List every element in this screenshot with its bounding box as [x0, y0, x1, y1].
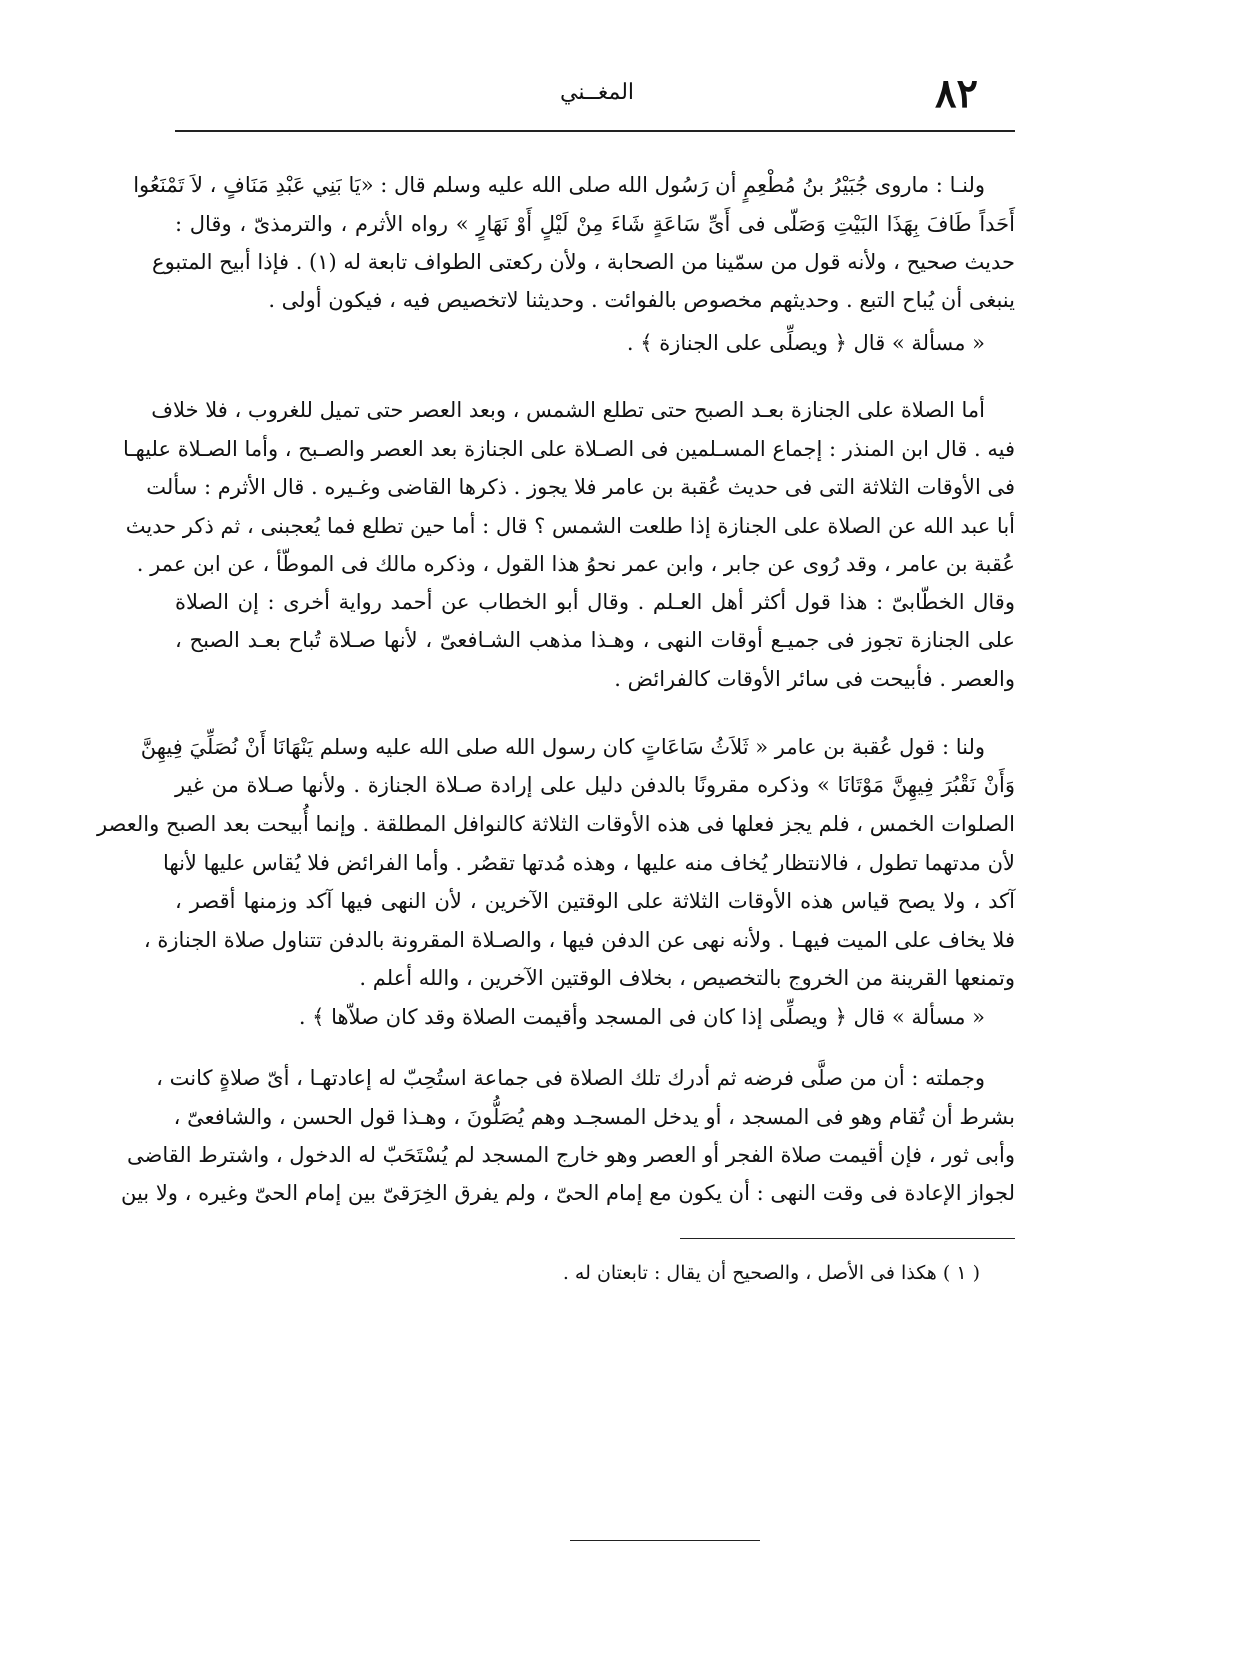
text-line: بشرط أن تُقام وهو فى المسجد ، أو يدخل المسجـد وهم يُصَلُّونَ ، وهـذا قول الحسن ، والشافعىّ ، — [173, 1105, 1015, 1129]
text-line: فيه . قال ابن المنذر : إجماع المسـلمين فى الصـلاة على الجنازة بعد العصر والصـبح ، وأما الصـلاة عليهـا — [122, 437, 1015, 461]
text-line: ولنا : قول عُقبة بن عامر « ثَلاَثُ سَاعَاتٍ كان رسول الله صلى الله عليه وسلم يَنْهَانَا أَنْ نُصَلِّيَ فِيهِنَّ — [140, 735, 985, 759]
masala-heading: « مسألة » قال ﴿ ويصلِّى على الجنازة ﴾ . — [626, 331, 985, 355]
running-title: المغــني — [560, 80, 635, 105]
header-rule — [175, 130, 1015, 132]
footnote-rule — [680, 1238, 1015, 1239]
text-line: وجملته : أن من صلَّى فرضه ثم أدرك تلك الصلاة فى جماعة استُحِبّ له إعادتهـا ، أىّ صلاةٍ كانت ، — [156, 1066, 985, 1090]
text-line: وَأَنْ نَقْبُرَ فِيهِنَّ مَوْتَانَا » وذكره مقرونًا بالدفن دليل على إرادة صـلاة الجنازة . ولأنها صـلاة من غير — [175, 773, 1015, 797]
text-line: لأن مدتهما تطول ، فالانتظار يُخاف منه عليها ، وهذه مُدتها تقصُر . وأما الفرائض فلا يُقاس عليها لأنها — [162, 851, 1015, 875]
text-line: فلا يخاف على الميت فيهـا . ولأنه نهى عن الدفن فيها ، والصـلاة المقرونة بالدفن تتناول صلاة الجنازة ، — [143, 928, 1015, 952]
text-line: وقال الخطّابىّ : هذا قول أكثر أهل العـلم . وقال أبو الخطاب عن أحمد رواية أخرى : إن الصلاة — [175, 590, 1015, 614]
text-line: أبا عبد الله عن الصلاة على الجنازة إذا طلعت الشمس ؟ قال : أما حين تطلع فما يُعجبنى ، ثم ذكر حديث — [125, 514, 1015, 538]
text-line: الصلوات الخمس ، فلم يجز فعلها فى هذه الأوقات الثلاثة كالنوافل المطلقة . وإنما أُبيحت بعد الصبح والعصر — [96, 812, 1015, 836]
text-line: عُقبة بن عامر ، وقد رُوى عن جابر ، وابن عمر نحوُ هذا القول ، وذكره مالك فى الموطّأ ، عن ابن عمر . — [136, 552, 1015, 576]
footnote: ( ١ ) هكذا فى الأصل ، والصحيح أن يقال : تابعتان له . — [562, 1262, 980, 1284]
text-line: حديث صحيح ، ولأنه قول من سمّينا من الصحابة ، ولأن ركعتى الطواف تابعة له (١) . فإذا أبيح المتبوع — [152, 250, 1015, 274]
text-line: أما الصلاة على الجنازة بعـد الصبح حتى تطلع الشمس ، وبعد العصر حتى تميل للغروب ، فلا خلاف — [151, 398, 985, 422]
text-line: وتمنعها القرينة من الخروج بالتخصيص ، بخلاف الوقتين الآخرين ، والله أعلم . — [359, 966, 1015, 990]
masala-heading: « مسألة » قال ﴿ ويصلِّى إذا كان فى المسجد وأقيمت الصلاة وقد كان صلاّها ﴾ . — [298, 1005, 985, 1029]
page-number: ٨٢ — [935, 70, 978, 117]
text-line: ينبغى أن يُباح التبع . وحديثهم مخصوص بالفوائت . وحديثنا لاتخصيص فيه ، فيكون أولى . — [268, 288, 1015, 312]
text-line: على الجنازة تجوز فى جميـع أوقات النهى ، وهـذا مذهب الشـافعىّ ، لأنها صـلاة تُباح بعـد الصبح ، — [175, 628, 1015, 652]
text-line: أَحَداً طَافَ بِهَذَا البَيْتِ وَصَلّى فى أَىِّ سَاعَةٍ شَاءَ مِنْ لَيْلٍ أَوْ نَهَارٍ » رواه الأثرم ، والترمذىّ ، وقال : — [175, 212, 1015, 236]
text-line: ولنـا : ماروى جُبَيْرُ بنُ مُطْعِمٍ أن رَسُول الله صلى الله عليه وسلم قال : «يَا بَنِي عَبْدِ مَنَافٍ ، لاَ تَمْنَعُوا — [133, 173, 985, 197]
text-line: لجواز الإعادة فى وقت النهى : أن يكون مع إمام الحىّ ، ولم يفرق الخِرَقىّ بين إمام الحىّ وغيره ، ولا بين — [120, 1181, 1015, 1205]
text-line: آكد ، ولا يصح قياس هذه الأوقات الثلاثة على الوقتين الآخرين ، لأن النهى فيها آكد وزمنها أقصر ، — [175, 889, 1015, 913]
text-line: وأبى ثور ، فإن أقيمت صلاة الفجر أو العصر وهو خارج المسجد لم يُسْتَحَبّ له الدخول ، واشترط القاضى — [127, 1143, 1015, 1167]
bottom-rule — [570, 1540, 760, 1541]
text-line: فى الأوقات الثلاثة التى فى حديث عُقبة بن عامر فلا يجوز . ذكرها القاضى وغـيره . قال الأثرم : سألت — [146, 475, 1015, 499]
text-line: والعصر . فأبيحت فى سائر الأوقات كالفرائض . — [614, 667, 1015, 691]
